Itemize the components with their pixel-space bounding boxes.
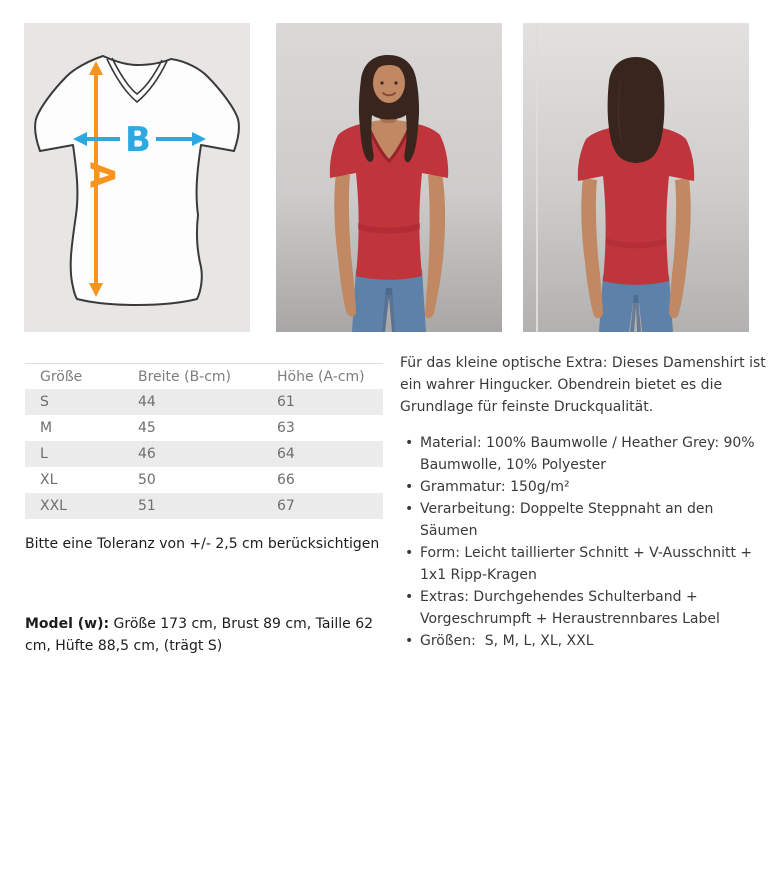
size-cell: L [40, 446, 48, 462]
height-label-a: A [81, 161, 122, 189]
model-info-text: Größe 173 cm, Brust 89 cm, Taille 62 cm, Hüfte 88,5 cm, (trägt S) [25, 616, 374, 654]
column-header-height: Höhe (A-cm) [262, 364, 383, 390]
table-row-l [25, 441, 383, 467]
table-row-xl [25, 467, 383, 493]
model-back-photo [523, 23, 749, 332]
model-label: Model (w): [25, 616, 110, 632]
table-row-s [25, 389, 383, 415]
size-table [25, 363, 383, 519]
hair-back-view [608, 57, 665, 163]
size-table-header-row [25, 364, 383, 390]
width-label-b: B [125, 120, 151, 160]
bullet-icon: • [405, 479, 414, 495]
column-header-size: Größe [25, 364, 123, 390]
height-cell: 63 [277, 420, 295, 436]
model-back-illustration [523, 23, 749, 332]
feature-text: Größen: S, M, L, XL, XXL [420, 633, 594, 649]
feature-text: Grammatur: 150g/m² [420, 479, 570, 495]
size-cell: XXL [40, 498, 67, 514]
description-intro: Für das kleine optische Extra: Dieses Damenshirt ist ein wahrer Hingucker. Obendrein bietet es die Grundlage für feinste Druckqualität. [400, 355, 766, 415]
bullet-icon: • [405, 545, 414, 561]
width-cell: 44 [138, 394, 156, 410]
table-row-xxl [25, 493, 383, 519]
model-front-photo [276, 23, 502, 332]
height-cell: 66 [277, 472, 295, 488]
feature-item-grammatur [400, 476, 766, 498]
feature-item-material [400, 432, 766, 476]
feature-item-groessen [400, 630, 766, 652]
tshirt-measurement-diagram [24, 23, 250, 332]
left-eye [380, 81, 383, 84]
measurement-diagram-panel [24, 23, 250, 332]
feature-item-form [400, 542, 766, 586]
size-cell: S [40, 394, 49, 410]
size-cell: XL [40, 472, 58, 488]
height-cell: 61 [277, 394, 295, 410]
bullet-icon: • [405, 501, 414, 517]
bullet-icon: • [405, 589, 414, 605]
width-cell: 45 [138, 420, 156, 436]
column-header-width: Breite (B-cm) [123, 364, 262, 390]
feature-list [400, 432, 766, 652]
width-cell: 50 [138, 472, 156, 488]
face [373, 63, 405, 103]
bullet-icon: • [405, 633, 414, 649]
width-cell: 46 [138, 446, 156, 462]
right-eye [394, 81, 397, 84]
feature-text: Verarbeitung: Doppelte Steppnaht an den Säumen [420, 501, 714, 539]
feature-text: Material: 100% Baumwolle / Heather Grey: 90% Baumwolle, 10% Polyester [420, 435, 755, 473]
feature-text: Extras: Durchgehendes Schulterband + Vorgeschrumpft + Heraustrennbares Label [420, 589, 720, 627]
height-cell: 67 [277, 498, 295, 514]
size-cell: M [40, 420, 53, 436]
table-row-m [25, 415, 383, 441]
bullet-icon: • [405, 435, 414, 451]
height-cell: 64 [277, 446, 295, 462]
model-front-illustration [276, 23, 502, 332]
width-cell: 51 [138, 498, 156, 514]
feature-item-verarbeitung [400, 498, 766, 542]
feature-text: Form: Leicht taillierter Schnitt + V-Ausschnitt + 1x1 Ripp-Kragen [420, 545, 753, 583]
model-measurements-note [25, 613, 397, 657]
tolerance-note: Bitte eine Toleranz von +/- 2,5 cm berücksichtigen [25, 536, 380, 552]
feature-item-extras [400, 586, 766, 630]
product-description [400, 352, 766, 652]
